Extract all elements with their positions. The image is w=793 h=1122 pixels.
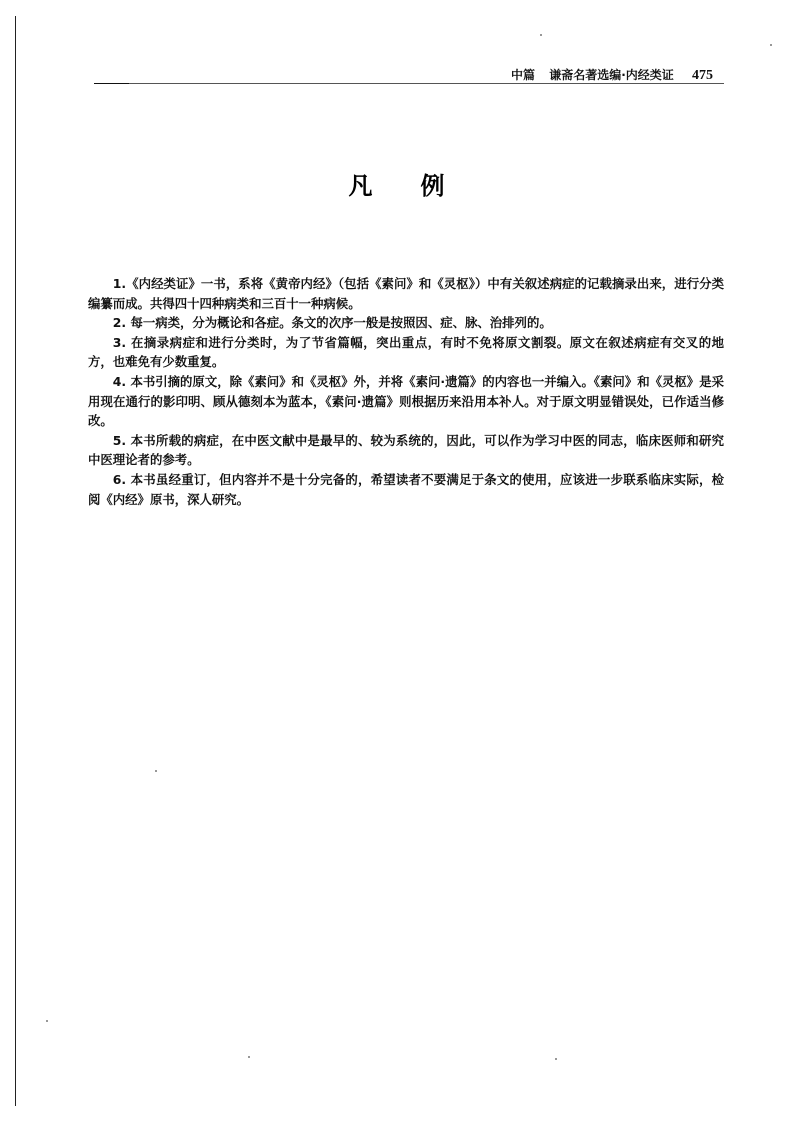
paragraph-1: 1.《内经类证》一书，系将《黄帝内经》（包括《素问》和《灵枢》）中有关叙述病症的记载摘录出来，进行分类编纂而成。共得四十四种病类和三百十一种病候。	[88, 276, 724, 311]
scan-speck	[770, 44, 772, 46]
paragraph-2: 2. 每一病类，分为概论和各症。条文的次序一般是按照因、症、脉、治排列的。	[112, 315, 552, 331]
scan-speck	[155, 770, 157, 772]
page-number: 475	[692, 68, 713, 83]
header-rule	[94, 83, 724, 84]
page-title-char-1: 凡	[348, 171, 373, 200]
paragraph-6: 6. 本书虽经重订，但内容并不是十分完备的，希望读者不要满足于条文的使用，应该进一步联系临床实际，检阅《内经》原书，深人研究。	[88, 471, 724, 507]
running-head-section: 中篇	[511, 68, 536, 82]
scan-speck	[540, 34, 542, 36]
running-head	[511, 66, 713, 84]
paragraph-5: 5. 本书所载的病症，在中医文献中是最早的、较为系统的，因此，可以作为学习中医的同志，临床医师和研究中医理论者的参考。	[88, 432, 724, 468]
running-head-book-title: 谦斋名著选编·内经类证	[549, 68, 674, 82]
body-text	[88, 274, 724, 509]
paragraph-4: 4. 本书引摘的原文，除《素问》和《灵枢》外，并将《素问·遗篇》的内容也一并编入。《素问》和《灵枢》是采用现在通行的影印明、顾从德刻本为蓝本，《素问·遗篇》则根据历来沿用本补人。对于原文明显错误处，已作适当修改。	[88, 373, 724, 429]
scan-speck	[46, 1020, 48, 1022]
header-rule-accent	[94, 83, 129, 84]
page-title	[0, 166, 793, 201]
scan-speck	[248, 1056, 250, 1058]
scan-speck	[555, 1058, 557, 1060]
paragraph-3: 3. 在摘录病症和进行分类时，为了节省篇幅，突出重点，有时不免将原文割裂。原文在叙述病症有交叉的地方，也难免有少数重复。	[88, 334, 724, 370]
page-title-char-2: 例	[420, 171, 445, 200]
